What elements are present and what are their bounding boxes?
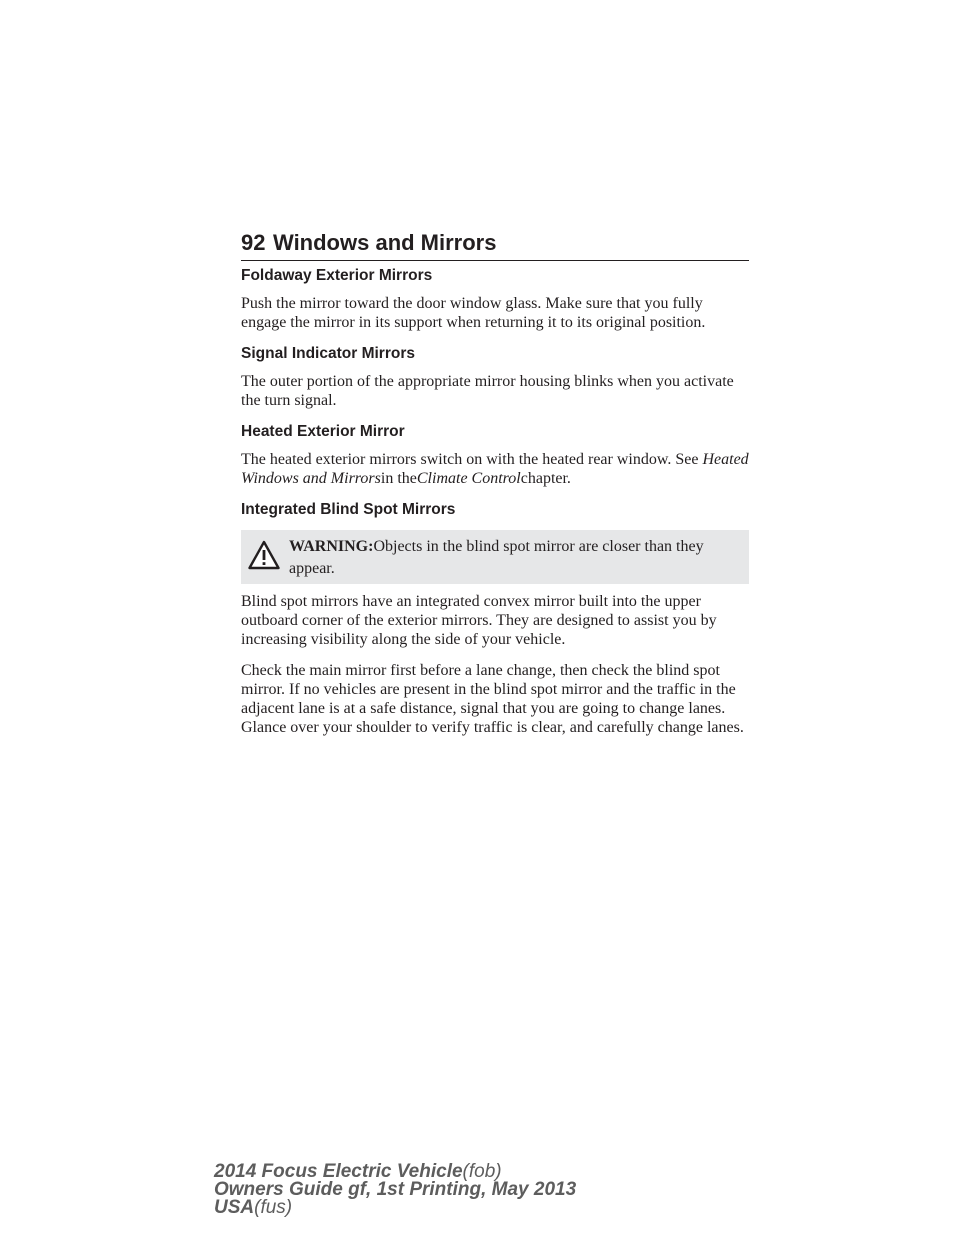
footer-market-code: (fus) xyxy=(254,1197,293,1218)
paragraph-text: in the xyxy=(380,470,417,487)
footer-line-market xyxy=(214,1199,576,1217)
section-paragraph xyxy=(241,450,751,488)
section-paragraph: The outer portion of the appropriate mirror housing blinks when you activate the turn signal. xyxy=(241,373,734,409)
section-paragraph: Push the mirror toward the door window glass. Make sure that you fully engage the mirror in its support when returning it to its original position. xyxy=(241,295,706,331)
section-heading: Heated Exterior Mirror xyxy=(241,423,405,440)
document-footer xyxy=(214,1163,576,1217)
warning-box xyxy=(241,530,749,584)
section-heading: Integrated Blind Spot Mirrors xyxy=(241,501,456,518)
cross-reference-climate-control: Climate Control xyxy=(416,470,521,487)
section-blind-spot-mirrors xyxy=(241,500,751,737)
section-foldaway-mirrors xyxy=(241,266,751,332)
warning-message: Objects in the blind spot mirror are closer than they appear. xyxy=(289,538,704,577)
section-paragraph: Check the main mirror first before a lane change, then check the blind spot mirror. If no vehicles are present in the blind spot mirror and the traffic in the adjacent lane is at a safe distance, signal that you are going to change lanes. Glance over your shoulder to verify traffic is clear, and carefully change lanes. xyxy=(241,662,744,736)
footer-market-name: USA xyxy=(214,1197,255,1218)
paragraph-text: The heated exterior mirrors switch on with the heated rear window. See xyxy=(241,451,699,468)
footer-vehicle-name: 2014 Focus Electric Vehicle xyxy=(214,1161,463,1182)
warning-text xyxy=(289,536,745,580)
footer-line-printing: Owners Guide gf, 1st Printing, May 2013 xyxy=(214,1179,577,1200)
footer-vehicle-code: (fob) xyxy=(462,1161,502,1182)
warning-triangle-icon xyxy=(247,539,281,571)
paragraph-text: chapter. xyxy=(520,470,571,487)
chapter-title: Windows and Mirrors xyxy=(273,230,497,255)
page-number: 92 xyxy=(241,230,266,255)
section-signal-indicator-mirrors xyxy=(241,344,751,410)
page-content xyxy=(241,266,751,749)
section-heading: Signal Indicator Mirrors xyxy=(241,345,415,362)
section-paragraph: Blind spot mirrors have an integrated convex mirror built into the upper outboard corner of the exterior mirrors. They are designed to assist you by increasing visibility along the side of your vehicle. xyxy=(241,593,717,648)
warning-label: WARNING: xyxy=(289,538,374,555)
section-heated-exterior-mirror xyxy=(241,422,751,488)
cross-reference-heated-windows: Heated Windows and Mirrors xyxy=(241,451,749,487)
page-header xyxy=(241,228,749,261)
section-heading: Foldaway Exterior Mirrors xyxy=(241,267,433,284)
